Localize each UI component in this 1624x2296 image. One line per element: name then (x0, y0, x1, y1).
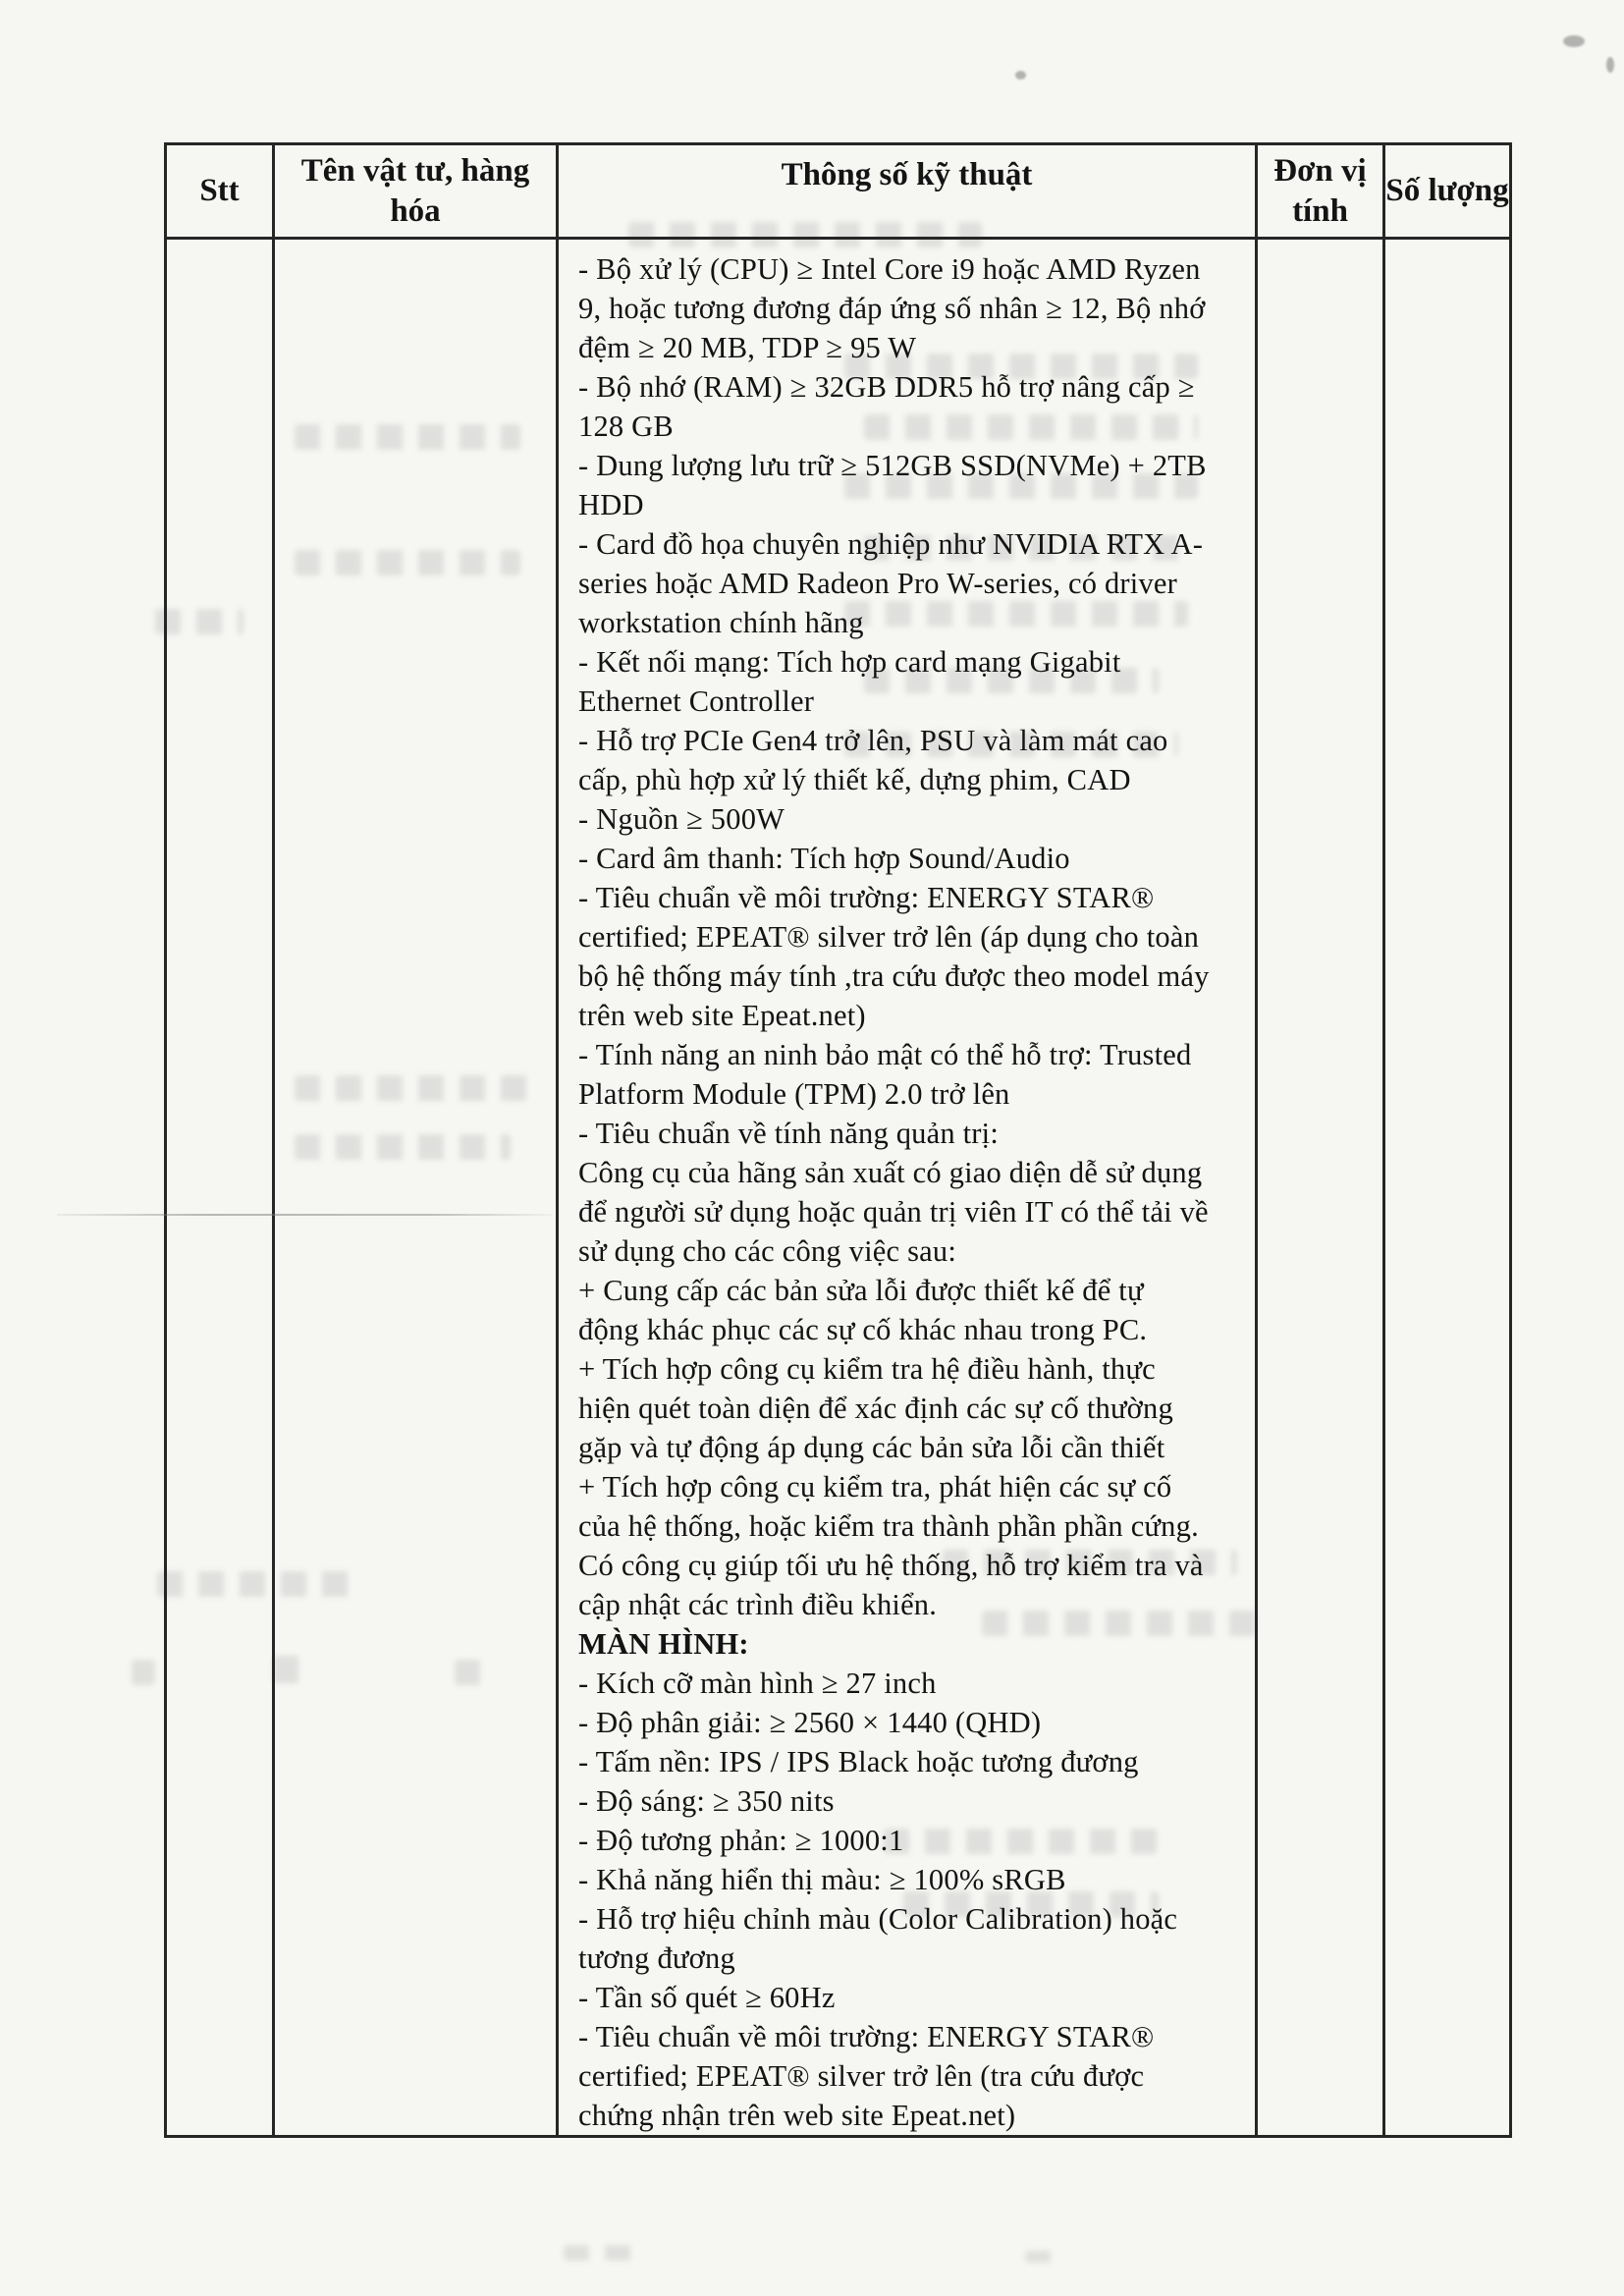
cell-ten-vat-tu (274, 239, 558, 2137)
spec-paragraph: + Tích hợp công cụ kiểm tra, phát hiện các sự cố của hệ thống, hoặc kiểm tra thành phần phần cứng. Có công cụ giúp tối ưu hệ thống, hỗ trợ kiểm tra và cập nhật các trình điều khiển. (578, 1470, 1204, 1621)
spec-table (164, 142, 1512, 2138)
cell-thong-so-ky-thuat (558, 239, 1257, 2137)
spec-paragraph: - Tiêu chuẩn về tính năng quản trị: (578, 1117, 1000, 1150)
spec-paragraph: - Độ sáng: ≥ 350 nits (578, 1784, 835, 1818)
spec-paragraph: - Card âm thanh: Tích hợp Sound/Audio (578, 842, 1070, 875)
table-header-row (166, 144, 1511, 239)
spec-paragraph: - Bộ xử lý (CPU) ≥ Intel Core i9 hoặc AMD Ryzen 9, hoặc tương đương đáp ứng số nhân ≥ 12, Bộ nhớ đệm ≥ 20 MB, TDP ≥ 95 W (578, 252, 1206, 364)
scan-speck (1563, 35, 1585, 47)
spec-paragraph: - Tiêu chuẩn về môi trường: ENERGY STAR® certified; EPEAT® silver trở lên (tra cứu được chứng nhận trên web site Epeat.net) (578, 2020, 1155, 2132)
spec-paragraph: - Tấm nền: IPS / IPS Black hoặc tương đương (578, 1745, 1139, 1778)
spec-list (559, 240, 1255, 2135)
spec-paragraph: + Tích hợp công cụ kiểm tra hệ điều hành, thực hiện quét toàn diện để xác định các sự cố thường gặp và tự động áp dụng các bản sửa lỗi cần thiết (578, 1352, 1173, 1464)
table-row (166, 239, 1511, 2137)
spec-paragraph: - Kết nối mạng: Tích hợp card mạng Gigabit Ethernet Controller (578, 645, 1121, 718)
spec-paragraph: Công cụ của hãng sản xuất có giao diện dễ sử dụng để người sử dụng hoặc quản trị viên IT có thể tải về sử dụng cho các công việc sau: (578, 1156, 1209, 1268)
spec-paragraph: + Cung cấp các bản sửa lỗi được thiết kế để tự động khác phục các sự cố khác nhau trong PC. (578, 1274, 1148, 1346)
spec-paragraph: - Bộ nhớ (RAM) ≥ 32GB DDR5 hỗ trợ nâng cấp ≥ 128 GB (578, 370, 1195, 443)
spec-paragraph: - Kích cỡ màn hình ≥ 27 inch (578, 1667, 937, 1700)
scan-speck (1606, 57, 1614, 73)
cell-so-luong (1384, 239, 1511, 2137)
spec-paragraph: MÀN HÌNH: (578, 1627, 749, 1661)
spec-paragraph: - Độ phân giải: ≥ 2560 × 1440 (QHD) (578, 1706, 1042, 1739)
spec-paragraph: - Card đồ họa chuyên nghiệp như NVIDIA RTX A-series hoặc AMD Radeon Pro W-series, có driver workstation chính hãng (578, 527, 1204, 639)
header-so-luong: Số lượng (1384, 144, 1511, 239)
cell-stt (166, 239, 274, 2137)
spec-paragraph: - Tiêu chuẩn về môi trường: ENERGY STAR® certified; EPEAT® silver trở lên (áp dụng cho toàn bộ hệ thống máy tính ,tra cứu được theo model máy trên web site Epeat.net) (578, 881, 1210, 1032)
spec-paragraph: - Nguồn ≥ 500W (578, 802, 785, 836)
header-don-vi-tinh: Đơn vị tính (1257, 144, 1384, 239)
header-stt: Stt (166, 144, 274, 239)
spec-paragraph: - Khả năng hiển thị màu: ≥ 100% sRGB (578, 1863, 1066, 1896)
bleed-through-artifact (564, 2245, 634, 2261)
header-ten-vat-tu: Tên vật tư, hàng hóa (274, 144, 558, 239)
bleed-through-artifact (132, 1660, 155, 1685)
spec-paragraph: - Độ tương phản: ≥ 1000:1 (578, 1824, 904, 1857)
scan-speck (1015, 71, 1026, 80)
spec-paragraph: - Tính năng an ninh bảo mật có thể hỗ trợ: Trusted Platform Module (TPM) 2.0 trở lên (578, 1038, 1192, 1111)
cell-don-vi-tinh (1257, 239, 1384, 2137)
header-thong-so-ky-thuat: Thông số kỹ thuật (558, 144, 1257, 239)
spec-paragraph: - Tần số quét ≥ 60Hz (578, 1981, 836, 2014)
bleed-through-artifact (1025, 2251, 1066, 2263)
spec-paragraph: - Hỗ trợ hiệu chỉnh màu (Color Calibration) hoặc tương đương (578, 1902, 1178, 1975)
spec-paragraph: - Hỗ trợ PCIe Gen4 trở lên, PSU và làm mát cao cấp, phù hợp xử lý thiết kế, dựng phim, CAD (578, 724, 1168, 796)
spec-paragraph: - Dung lượng lưu trữ ≥ 512GB SSD(NVMe) + 2TB HDD (578, 449, 1207, 521)
